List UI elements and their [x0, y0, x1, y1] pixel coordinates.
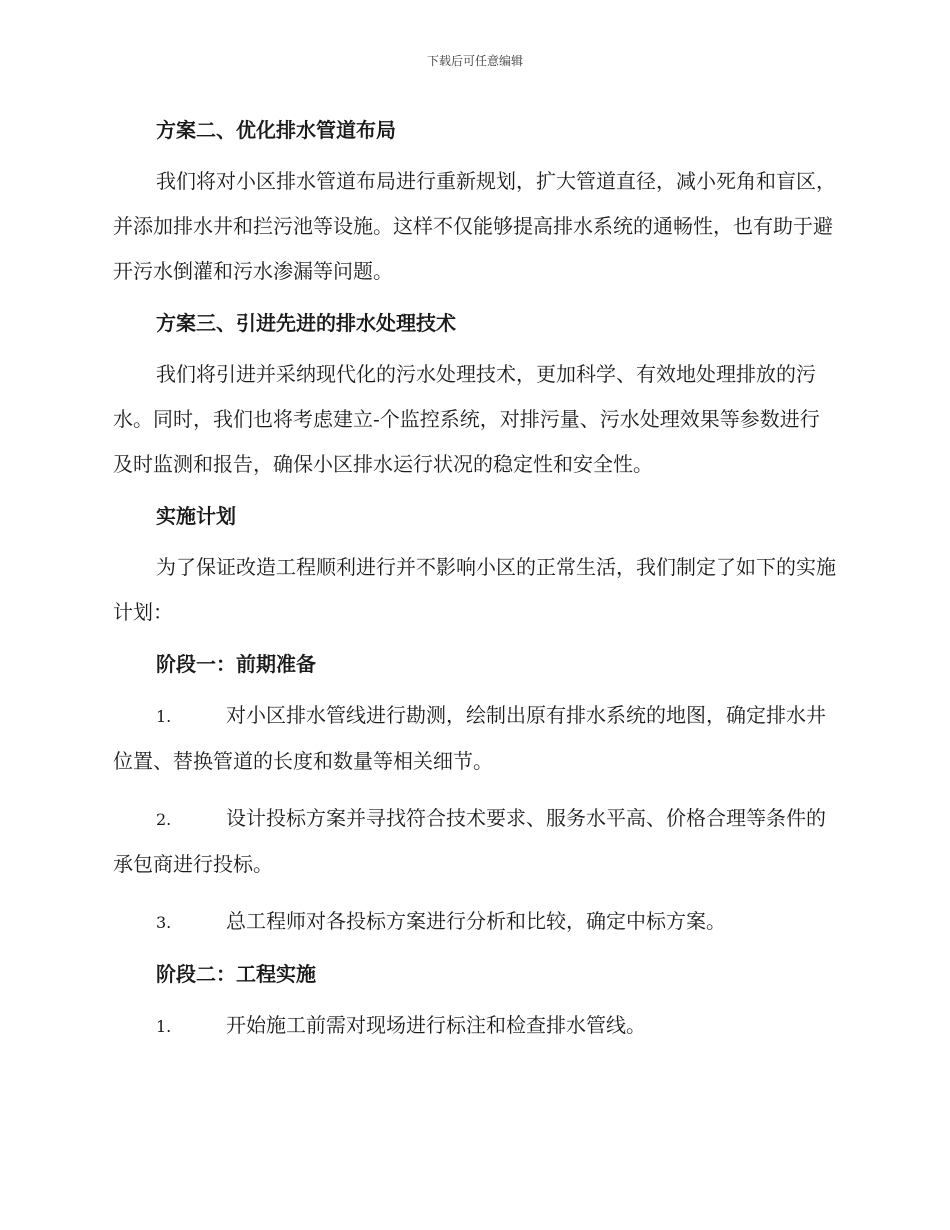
- plan3-paragraph: 我们将引进并采纳现代化的污水处理技术，更加科学、有效地处理排放的污水。同时，我们也将考虑建立-个监控系统，对排污量、污水处理效果等参数进行及时监测和报告，确保小区排水运行状况的稳定性和安全性。: [113, 362, 820, 476]
- plan3-heading: 方案三、引进先进的排水处理技术: [156, 311, 456, 335]
- plan2-paragraph: 我们将对小区排水管道布局进行重新规划，扩大管道直径，减小死角和盲区，并添加排水井和拦污池等设施。这样不仅能够提高排水系统的通畅性，也有助于避开污水倒灌和污水渗漏等问题。: [113, 169, 836, 283]
- list-item: [113, 899, 837, 945]
- document-content: [113, 113, 837, 1061]
- list-item-number: 1.: [156, 707, 172, 726]
- list-item-number: 3.: [156, 913, 172, 932]
- page-header: 下载后可任意编辑: [426, 54, 523, 68]
- list-item-number: 1.: [156, 1017, 172, 1036]
- list-item-text: 开始施工前需对现场进行标注和检查排水管线。: [226, 1013, 646, 1037]
- list-item-text: 设计投标方案并寻找符合技术要求、服务水平高、价格合理等条件的承包商进行投标。: [113, 806, 826, 876]
- implementation-paragraph: 为了保证改造工程顺利进行并不影响小区的正常生活，我们制定了如下的实施计划：: [113, 555, 836, 624]
- list-item-text: 总工程师对各投标方案进行分析和比较，确定中标方案。: [226, 909, 726, 933]
- list-item: [113, 796, 837, 887]
- stage2-heading: 阶段二：工程实施: [156, 962, 316, 986]
- list-item: [113, 1003, 837, 1049]
- list-item-text: 对小区排水管线进行勘测，绘制出原有排水系统的地图，确定排水井位置、替换管道的长度和数量等相关细节。: [113, 703, 826, 773]
- implementation-heading: 实施计划: [156, 504, 236, 528]
- plan2-heading: 方案二、优化排水管道布局: [156, 118, 396, 142]
- list-item-number: 2.: [156, 810, 172, 829]
- stage1-heading: 阶段一：前期准备: [156, 652, 316, 676]
- list-item: [113, 693, 837, 784]
